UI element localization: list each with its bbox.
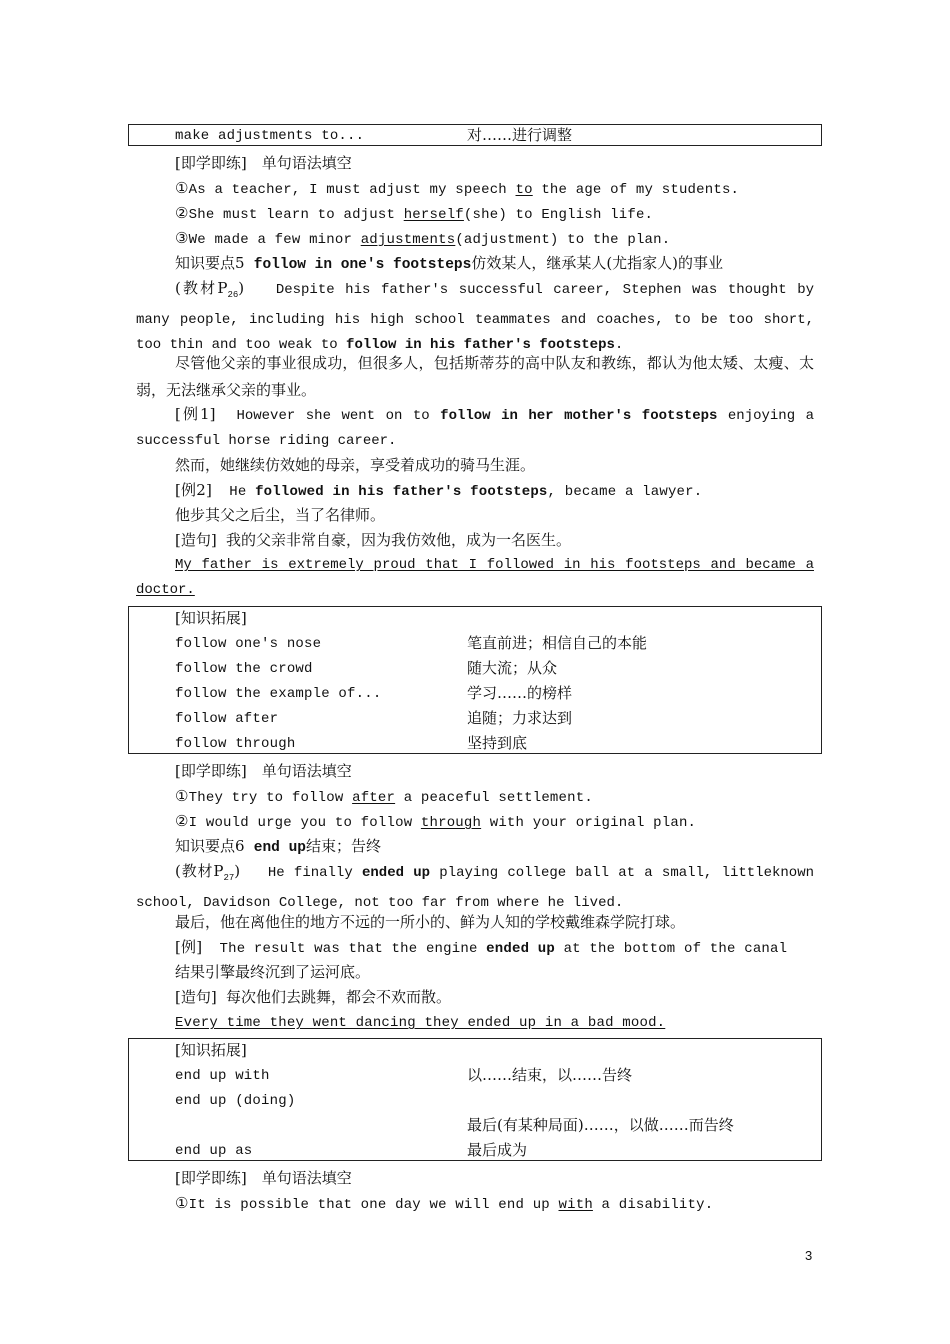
ext5-row-en: follow one's nose [175, 636, 322, 652]
practice2-header: [即学即练] 单句语法填空 [175, 762, 352, 780]
practice2-item-1: ①They try to follow after a peaceful settlement. [175, 787, 593, 806]
ext5-title: [知识拓展] [175, 609, 247, 627]
ext6-row-en: end up (doing) [175, 1093, 296, 1109]
practice1-header: [即学即练] 单句语法填空 [175, 154, 352, 172]
answer-blank: herself [403, 207, 464, 223]
practice3-header: [即学即练] 单句语法填空 [175, 1169, 352, 1187]
point5-make-sentence: [造句] 我的父亲非常自豪，因为我仿效他，成为一名医生。 [175, 531, 571, 549]
ext5-row-en: follow through [175, 736, 296, 752]
ext6-row-zh: 最后成为 [467, 1141, 528, 1159]
point6-source: (教材$P_{27}$) He finally ended up playing college ball at a small, littleknown school, Davidson College, not too far from where he lived. [136, 862, 814, 911]
top-table-en: make adjustments to... [175, 128, 365, 144]
point6-example: [例] The result was that the engine ended up at the bottom of the canal [175, 938, 788, 957]
ext6-row-zh: 以……结束，以……告终 [467, 1066, 633, 1084]
point5-source-zh: 尽管他父亲的事业很成功，但很多人，包括斯蒂芬的高中队友和教练，都认为他太矮、太瘦、太弱，无法继承父亲的事业。 [136, 354, 814, 399]
answer-blank: with [558, 1197, 593, 1213]
ext5-row-zh: 随大流；从众 [467, 659, 558, 677]
answer-blank: to [515, 182, 533, 198]
ext5-row-zh: 笔直前进；相信自己的本能 [467, 634, 648, 652]
top-table-zh: 对……进行调整 [467, 126, 573, 144]
ext6-row-zh: 最后(有某种局面)……，以做……而告终 [467, 1116, 734, 1134]
practice1-item-1: ①As a teacher, I must adjust my speech to the age of my students. [175, 179, 740, 198]
ext5-box [128, 606, 822, 754]
point6-make-sentence: [造句] 每次他们去跳舞，都会不欢而散。 [175, 988, 451, 1006]
answer-blank: adjustments [360, 232, 456, 248]
point5-example2: [例2] He followed in his father's footsteps, became a lawyer. [175, 481, 703, 500]
ext5-row-zh: 学习……的榜样 [467, 684, 573, 702]
point6-heading: 知识要点6 end up结束；告终 [175, 837, 381, 856]
practice1-item-3: ③We made a few minor adjustments(adjustment) to the plan. [175, 229, 671, 248]
point6-example-zh: 结果引擎最终沉到了运河底。 [175, 963, 371, 981]
ext5-row-en: follow the example of... [175, 686, 382, 702]
point5-heading: 知识要点5 follow in one's footsteps仿效某人，继承某人(尤指家人)的事业 [175, 254, 724, 273]
ext5-row-zh: 追随；力求达到 [467, 709, 573, 727]
point6-source-zh: 最后，他在离他住的地方不远的一所小的、鲜为人知的学校戴维森学院打球。 [175, 913, 686, 931]
point5-example1: [例1] However she went on to follow in her mother's footsteps enjoying a successful horse riding career. [136, 405, 815, 449]
point5-example1-zh: 然而，她继续仿效她的母亲，享受着成功的骑马生涯。 [175, 456, 536, 474]
ext5-row-zh: 坚持到底 [467, 734, 528, 752]
point6-make-answer: Every time they went dancing they ended up in a bad mood. [175, 1015, 666, 1031]
practice3-item-1: ①It is possible that one day we will end up with a disability. [175, 1194, 714, 1213]
page-number: 3 [805, 1248, 813, 1263]
ext6-title: [知识拓展] [175, 1041, 247, 1059]
practice1-item-2: ②She must learn to adjust herself(she) to English life. [175, 204, 654, 223]
practice2-item-2: ②I would urge you to follow through with your original plan. [175, 812, 697, 831]
point5-source: (教材$P_{26}$) Despite his father's successful career, Stephen was thought by many people, including his high school teammates and coaches, to be too short, too thin and too weak to follow in his father's footsteps. [136, 279, 814, 353]
ext6-row-en: end up as [175, 1143, 253, 1159]
answer-blank: through [420, 815, 482, 831]
point5-example2-zh: 他步其父之后尘，当了名律师。 [175, 506, 386, 524]
ext6-row-en: end up with [175, 1068, 270, 1084]
point5-make-answer: My father is extremely proud that I followed in his footsteps and became a doctor. [136, 557, 814, 598]
ext5-row-en: follow after [175, 711, 279, 727]
answer-blank: after [352, 790, 396, 806]
ext5-row-en: follow the crowd [175, 661, 313, 677]
